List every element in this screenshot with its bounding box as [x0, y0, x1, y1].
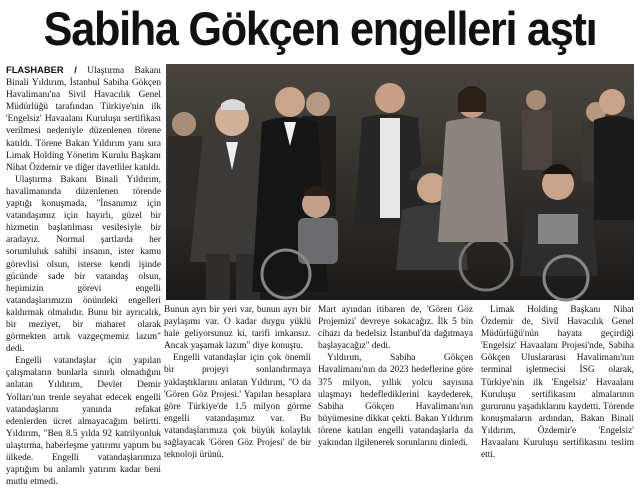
paragraph: Ulaştırma Bakanı Binali Yıldırım, havalimanında düzenlenen törende yaptığı konuşmada, "İnsanımız için vatandaşımız için hayırlı, güzel bir hizmetin başlatılması vesilesiyle bir aradayız. Normal şartlarda her sorumluluk sahibi insanın, ister kamu görevlisi olsun, isterse kendi işinde gücünde sade bir vatandaş olsun, hepimizin görevi engelli vatandaşlarımızın önündeki engelleri kaldırmak olmalıdır. Bunu bir ayrıcalık, bir meziyet, bir maharet olarak görmekten artık vazgeçmemiz lazım" dedi. [6, 174, 161, 355]
paragraph: Mart ayından itibaren de, 'Gören Göz Projemizi' devreye sokacağız. İlk 5 bin cihazı da bedelsiz İstanbul'da dağıtmaya başlayacağız" dedi. [318, 305, 473, 352]
lead-paragraph [6, 64, 161, 174]
paragraph: Engelli vatandaşlar için yapılan çalışmaların bunlarla sınırlı olmadığını anlatan Yıldırım, Devlet Demir Yolları'nın trenle seyahat edecek engelli vatandaşlarını yanında refakat edenlerden ücret almayacağını belirtti. Yıldırım, "Ben 8.5 yılda 92 katrilyonluk ulaştırma, haberleşme yatırımı yaptım bu ülkede. Engelli vatandaşlarımıza yaptığım bu anlamlı yatırım kadar beni mutlu etmedi. [6, 356, 161, 488]
paragraph: Engelli vatandaşlar için çok önemli bir projeyi sonlandırmaya yaklaştıklarını anlatan Yıldırım, "O da 'Gören Göz Projesi.' Yapılan hesaplara göre Türkiye'de 1.5 milyon görme engelli vatandaşımız var. Bu vatandaşlarımıza çok büyük kolaylık sağlayacak 'Gören Göz Projesi' de bir teknoloji ürünü. [164, 353, 311, 461]
news-photo [166, 64, 634, 300]
article-column-b3 [481, 304, 634, 461]
headline: Sabiha Gökçen engelleri aştı [43, 2, 597, 55]
article-column-b1 [164, 304, 311, 461]
article-column-left [6, 64, 161, 488]
paragraph: Yıldırım, Sabiha Gökçen Havalimanı'nın da 2023 hedeflerine göre 375 milyon, yıllık yolcu sayısına ulaşmayı hedeflediklerini kaydederek, Sabiha Gökçen Havalimanı'nın büyümesine dikkat çekti. Bakan Yıldırım törene katılan engelli vatandaşlarla da yakından ilgilenerek sorunlarını dinledi. [318, 353, 473, 449]
article-column-b2 [318, 304, 473, 449]
paragraph: Bunun ayrı bir yeri var, bunun ayrı bir paylaşımı var. O kadar duygu yüklü hale geliyorsunuz ki, tarifi imkansız. Ancak yaşamak lazım" diye konuştu. [164, 305, 311, 352]
lead-tag: FLASHABER / [6, 65, 77, 75]
paragraph-text: Ulaştırma Bakanı Binali Yıldırım, İstanbul Sabiha Gökçen Havalimanı'na Sivil Havacılık Genel Müdürlüğü tarafından Türkiye'nin ilk 'Engelsiz' Havaalanı Kuruluşu sertifikası verilmesi nedeniyle düzenlenen törene katıldı. Törene Bakan Yıldırım yanı sıra Limak Holding Yönetim Kurulu Başkanı Nihat Özdemir ve diğer davetliler katıldı. [6, 66, 161, 173]
paragraph: Limak Holding Başkanı Nihat Özdemir de, Sivil Havacılık Genel Müdürlüğü'nün hayata geçirdiği 'Engelsiz' Havaalanı Projesi'nde, Sabiha Gökçen Uluslararası Havalimanı'nın terminal işletmecisi İSG olarak, Türkiye'nin ilk 'Engelsiz' Havaalanı Kuruluşu sertifikasını almalarının gururunu yaşadıklarını kaydetti. Törende konuşmaların ardından, Bakan Binali Yıldırım, Özdemir'e 'Engelsiz' Havaalanı Kuruluşu sertifikasını teslim etti. [481, 305, 634, 461]
